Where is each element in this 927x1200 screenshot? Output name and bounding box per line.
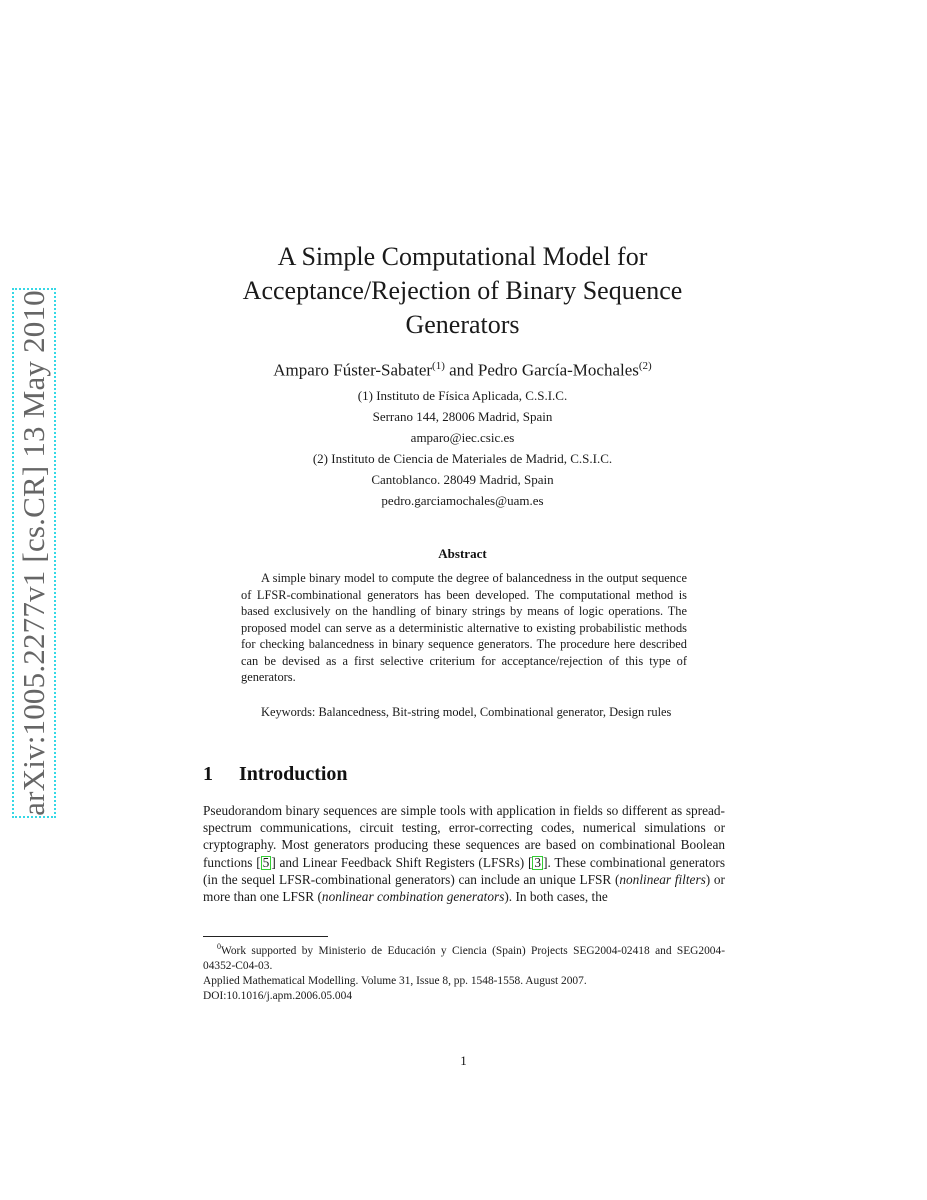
footnote-support-text: Work supported by Ministerio de Educación y Ciencia (Spain) Projects SEG2004-02418 and SEG2004-04352-C04-03.	[203, 944, 725, 972]
introduction-paragraph: Pseudorandom binary sequences are simple tools with application in fields so different as spread-spectrum communications, circuit testing, error-correcting codes, numerical simulations or cryptography. Most generators producing these sequences are based on combinational Boolean functions [ 5 ] and Linear Feedback Shift Registers (LFSRs) [ 3 ]. These combinational generators (in the sequel LFSR-combinational generators) can include an unique LFSR (nonlinear filters) or more than one LFSR (nonlinear combination generators). In both cases, the	[203, 803, 726, 905]
title-line-1: A Simple Computational Model for	[277, 242, 648, 271]
affiliation-line: (1) Instituto de Física Aplicada, C.S.I.C.	[357, 388, 568, 403]
author-2-affiliation-mark: (2)	[638, 360, 652, 372]
arxiv-identifier-text: arXiv:1005.2277v1 [cs.CR] 13 May 2010	[16, 290, 51, 816]
authors-line	[180, 360, 745, 381]
affiliations-block	[180, 385, 745, 511]
keywords: Keywords: Balancedness, Bit-string model, Combinational generator, Design rules	[261, 705, 672, 719]
intro-emphasis: nonlinear combination generators	[321, 889, 505, 905]
abstract-heading: Abstract	[438, 546, 487, 561]
section-number: 1	[203, 763, 213, 785]
affiliation-line: Cantoblanco. 28049 Madrid, Spain	[371, 472, 554, 487]
intro-text: Pseudorandom binary sequences are simple tools with application in fields so different as spread-spectrum communications, circuit testing, error-correcting codes, numerical simulations or cryptography. Most generators producing these sequences are based on combinational Boolean functions	[203, 803, 725, 870]
arxiv-identifier-stamp	[12, 288, 56, 818]
intro-text: and Linear Feedback Shift Registers (LFSRs)	[275, 854, 528, 870]
citation-link[interactable]: 5	[262, 854, 270, 870]
author-2: Pedro García-Mochales	[477, 360, 639, 380]
author-email[interactable]: amparo@iec.csic.es	[410, 430, 515, 445]
affiliation-line: (2) Instituto de Ciencia de Materiales de Madrid, C.S.I.C.	[312, 451, 613, 466]
footnote-journal: Applied Mathematical Modelling. Volume 31, Issue 8, pp. 1548-1558. August 2007.	[203, 975, 587, 988]
abstract-text: A simple binary model to compute the degree of balancedness in the output sequence of LFSR-combinational generators has been developed. The computational method is based exclusively on the handling of binary strings by means of logic operations. The proposed model can serve as a deterministic alternative to existing probabilistic methods for checking balancedness in binary sequence generators. The procedure here described can be devised as a first selective criterium for acceptance/rejection of this type of generators.	[241, 571, 687, 684]
title-line-3: Generators	[405, 310, 520, 339]
section-heading-introduction	[203, 763, 348, 786]
citation-link[interactable]: 3	[534, 854, 542, 870]
section-title: Introduction	[239, 763, 348, 785]
footnotes-block	[203, 939, 725, 1005]
paper-title	[180, 240, 745, 342]
title-line-2: Acceptance/Rejection of Binary Sequence	[242, 276, 683, 305]
footnote-doi: DOI:10.1016/j.apm.2006.05.004	[203, 990, 353, 1003]
affiliation-line: Serrano 144, 28006 Madrid, Spain	[372, 409, 553, 424]
author-1-affiliation-mark: (1)	[432, 360, 445, 372]
page-number: 1	[460, 1053, 467, 1068]
intro-text: ) or more than one LFSR (	[203, 871, 725, 905]
author-email[interactable]: pedro.garciamochales@uam.es	[381, 493, 544, 508]
author-1: Amparo Fúster-Sabater	[273, 360, 433, 380]
intro-text: . These combinational generators (in the sequel LFSR-combinational generators) can include an unique LFSR (	[203, 854, 726, 887]
intro-text: ). In both cases, the	[504, 889, 608, 905]
author-connector: and	[444, 360, 478, 380]
footnote-rule	[203, 936, 328, 937]
footnote-mark: 0	[217, 942, 221, 951]
intro-emphasis: nonlinear filters	[619, 871, 706, 887]
footnote-support	[203, 939, 725, 974]
